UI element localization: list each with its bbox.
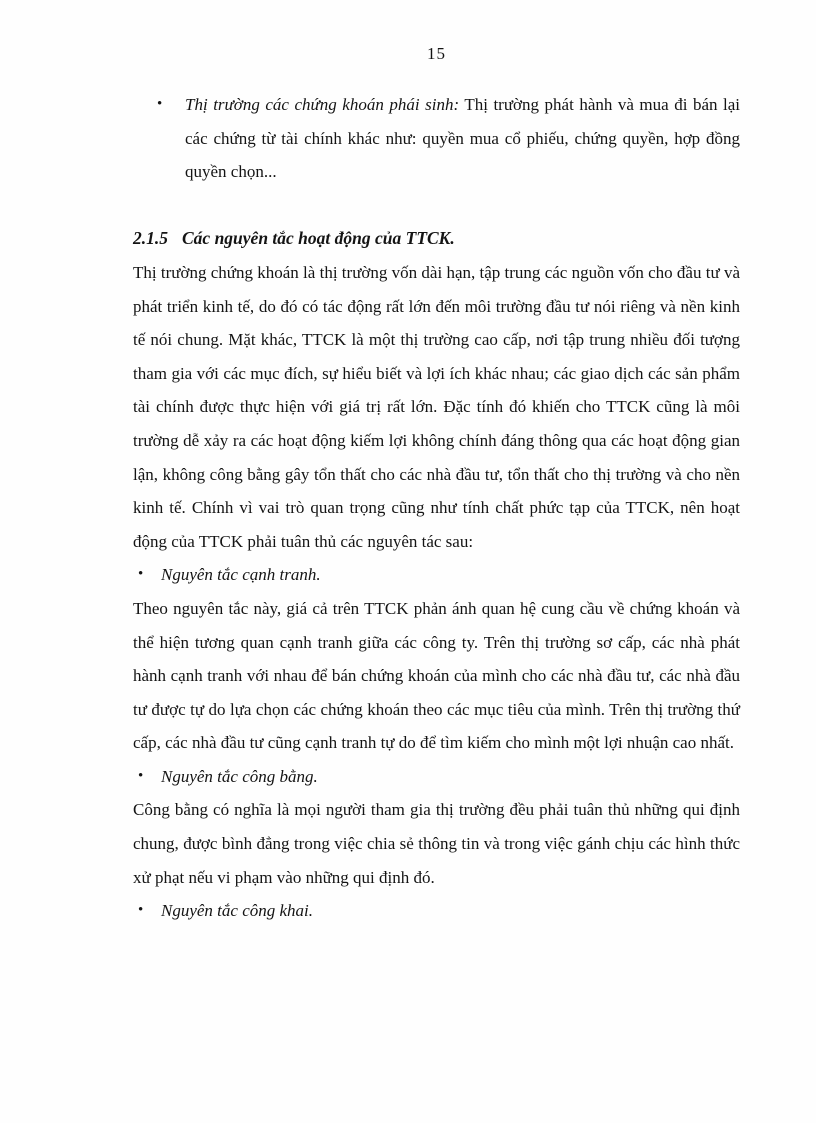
list-item-lead: Thị trường các chứng khoán phái sinh: — [185, 95, 460, 114]
page-content — [133, 88, 740, 928]
paragraph-overview: Thị trường chứng khoán là thị trường vốn dài hạn, tập trung các nguồn vốn cho đầu tư và phát triển kinh tế, do đó có tác động rất lớn đến môi trường đầu tư nói riêng và nền kinh tế nói chung. Mặt khác, TTCK là một thị trường cao cấp, nơi tập trung nhiều đối tượng tham gia với các mục đích, sự hiểu biết và lợi ích khác nhau; các giao dịch các sản phẩm tài chính được thực hiện với giá trị rất lớn. Đặc tính đó khiến cho TTCK cũng là môi trường dễ xảy ra các hoạt động kiếm lợi không chính đáng thông qua các hoạt động gian lận, không công bằng gây tổn thất cho các nhà đầu tư, tổn thất cho thị trường và cho nền kinh tế. Chính vì vai trò quan trọng cũng như tính chất phức tạp của TTCK, nên hoạt động của TTCK phải tuân thủ các nguyên tác sau: — [133, 262, 740, 551]
bullet-icon: • — [138, 902, 144, 919]
section-heading — [133, 222, 740, 256]
bullet-icon: • — [138, 566, 144, 583]
list-item-principle-competition — [133, 558, 740, 592]
principle-label: Nguyên tắc cạnh tranh. — [161, 565, 321, 585]
page-number: 15 — [427, 44, 446, 63]
section-number: 2.1.5 — [133, 228, 168, 249]
bullet-icon: • — [157, 96, 163, 112]
section-title: Các nguyên tắc hoạt động của TTCK. — [182, 228, 455, 249]
paragraph-fairness: Công bằng có nghĩa là mọi người tham gia thị trường đều phải tuân thủ những qui định chung, được bình đẳng trong việc chia sẻ thông tin và trong việc gánh chịu các hình thức xử phạt nếu vi phạm vào những qui định đó. — [133, 800, 740, 887]
list-item-principle-fairness — [133, 760, 740, 794]
bullet-icon: • — [138, 767, 144, 784]
principle-label: Nguyên tắc công khai. — [161, 901, 314, 921]
principle-label: Nguyên tắc công bằng. — [161, 766, 318, 786]
list-item-text: Thị trường phát hành và mua đi bán lại các chứng từ tài chính khác như: quyền mua cổ phiếu, chứng quyền, hợp đồng quyền chọn... — [185, 95, 740, 182]
paragraph-competition: Theo nguyên tắc này, giá cả trên TTCK phản ánh quan hệ cung cầu về chứng khoán và thể hiện tương quan cạnh tranh giữa các công ty. Trên thị trường sơ cấp, các nhà phát hành cạnh tranh với nhau để bán chứng khoán của mình cho các nhà đầu tư, các nhà đầu tư được tự do lựa chọn các chứng khoán theo các mục tiêu của mình. Trên thị trường thứ cấp, các nhà đầu tư cũng cạnh tranh tự do để tìm kiếm cho mình một lợi nhuận cao nhất. — [133, 598, 740, 753]
list-item-principle-disclosure — [133, 894, 740, 928]
list-item-derivatives-market — [133, 88, 740, 189]
